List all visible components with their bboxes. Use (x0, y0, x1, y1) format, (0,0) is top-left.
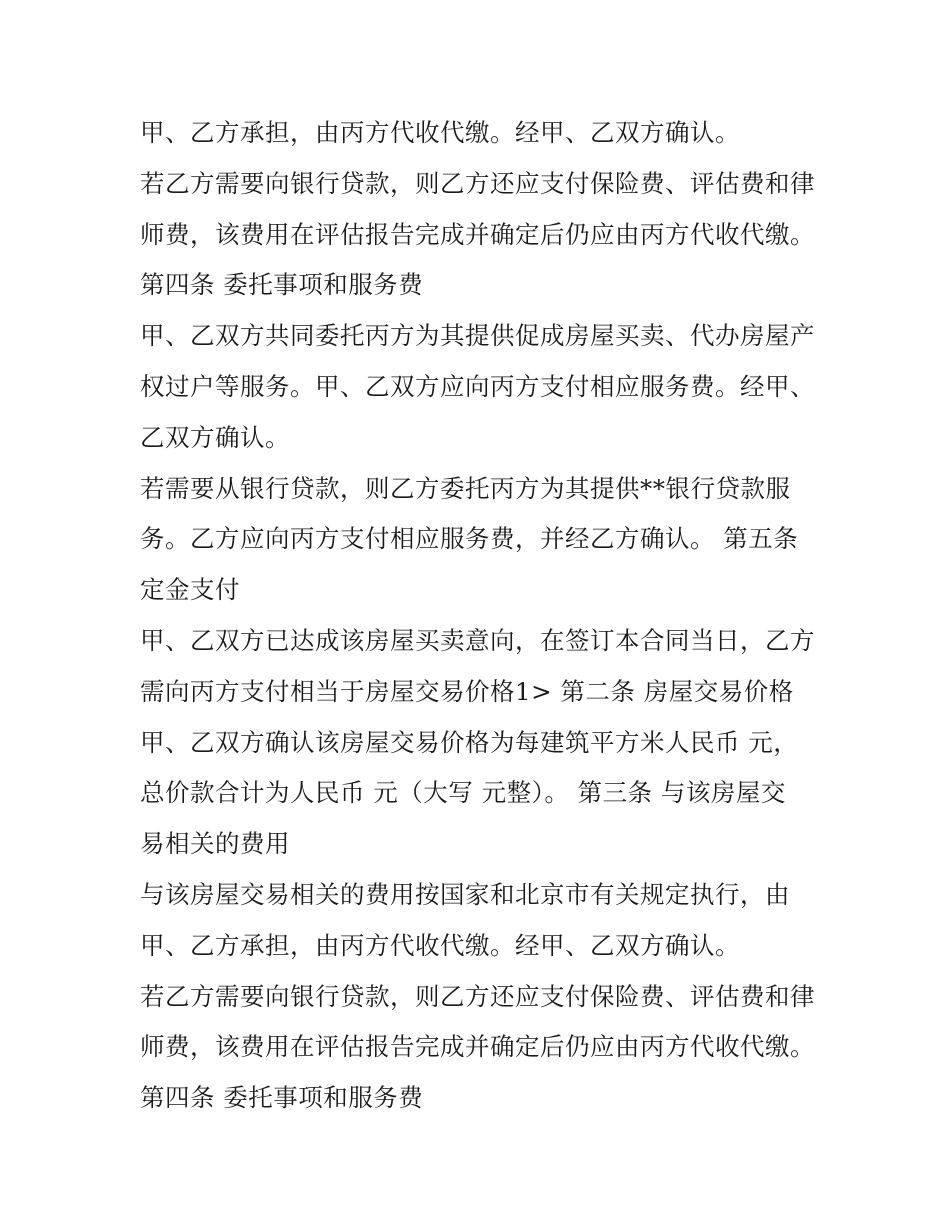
text-line: 需向丙方支付相当于房屋交易价格1> 第二条 房屋交易价格 (140, 676, 794, 706)
section-heading: 易相关的费用 (140, 829, 290, 859)
text-line: 甲、乙双方确认该房屋交易价格为每建筑平方米人民币 元， (140, 727, 799, 757)
text-line: 若乙方需要向银行贷款，则乙方还应支付保险费、评估费和律 (140, 981, 815, 1011)
text-line: 甲、乙双方已达成该房屋买卖意向，在签订本合同当日，乙方 (140, 625, 815, 655)
document-body (140, 108, 830, 1124)
text-line: 若乙方需要向银行贷款，则乙方还应支付保险费、评估费和律 (140, 168, 815, 198)
text-line: 乙双方确认。 (140, 422, 290, 452)
text-line: 若需要从银行贷款，则乙方委托丙方为其提供**银行贷款服 (140, 473, 791, 503)
section-heading: 定金支付 (140, 575, 240, 605)
section-heading: 第四条 委托事项和服务费 (140, 1083, 424, 1113)
text-line: 权过户等服务。甲、乙双方应向丙方支付相应服务费。经甲、 (140, 371, 815, 401)
text-line: 甲、乙方承担，由丙方代收代缴。经甲、乙双方确认。 (140, 930, 740, 960)
text-line: 甲、乙双方共同委托丙方为其提供促成房屋买卖、代办房屋产 (140, 321, 815, 351)
text-line: 与该房屋交易相关的费用按国家和北京市有关规定执行，由 (140, 879, 790, 909)
text-line: 师费，该费用在评估报告完成并确定后仍应由丙方代收代缴。 (140, 219, 815, 249)
text-line: 师费，该费用在评估报告完成并确定后仍应由丙方代收代缴。 (140, 1032, 815, 1062)
text-line: 总价款合计为人民币 元（大写 元整）。 第三条 与该房屋交 (140, 778, 786, 808)
section-heading: 第四条 委托事项和服务费 (140, 270, 424, 300)
text-line: 务。乙方应向丙方支付相应服务费，并经乙方确认。 第五条 (140, 524, 799, 554)
text-line: 甲、乙方承担，由丙方代收代缴。经甲、乙双方确认。 (140, 118, 740, 147)
